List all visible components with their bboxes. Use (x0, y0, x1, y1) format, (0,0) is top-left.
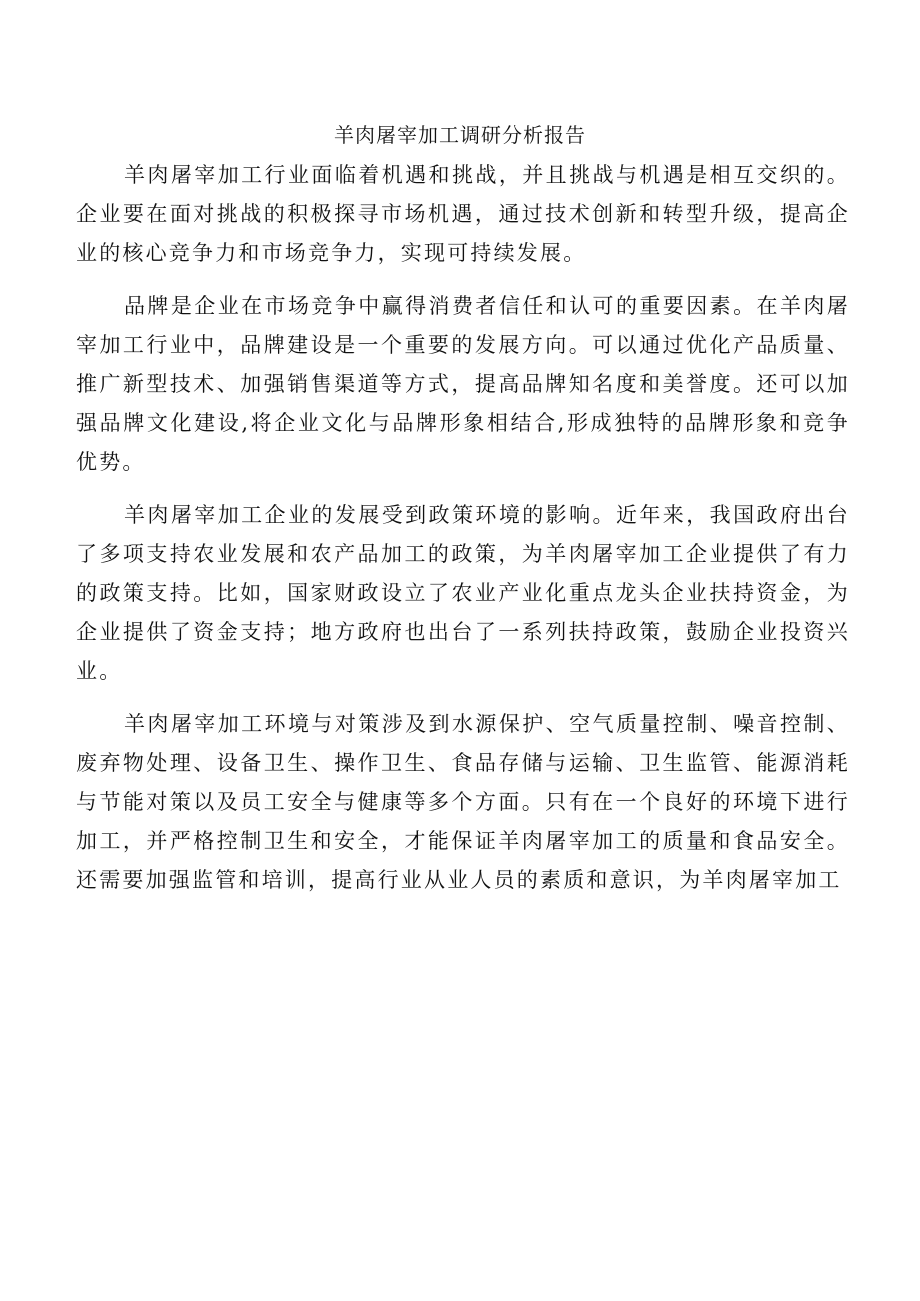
paragraph-brand-building: 品牌是企业在市场竞争中赢得消费者信任和认可的重要因素。在羊肉屠宰加工行业中，品牌建设是一个重要的发展方向。可以通过优化产品质量、推广新型技术、加强销售渠道等方式，提高品牌知名度和美誉度。还可以加强品牌文化建设,将企业文化与品牌形象相结合,形成独特的品牌形象和竞争优势。 (76, 294, 850, 474)
paragraph-market-opportunity: 羊肉屠宰加工行业面临着机遇和挑战，并且挑战与机遇是相互交织的。企业要在面对挑战的积极探寻市场机遇，通过技术创新和转型升级，提高企业的核心竞争力和市场竞争力，实现可持续发展。 (76, 163, 850, 265)
document-body (76, 156, 850, 914)
document-title: 羊肉屠宰加工调研分析报告 (334, 123, 586, 147)
paragraph-environment-measures: 羊肉屠宰加工环境与对策涉及到水源保护、空气质量控制、噪音控制、废弃物处理、设备卫生、操作卫生、食品存储与运输、卫生监管、能源消耗与节能对策以及员工安全与健康等多个方面。只有在一个良好的环境下进行加工，并严格控制卫生和安全，才能保证羊肉屠宰加工的质量和食品安全。还需要加强监管和培训，提高行业从业人员的素质和意识，为羊肉屠宰加工 (76, 712, 850, 892)
paragraph-policy-environment: 羊肉屠宰加工企业的发展受到政策环境的影响。近年来，我国政府出台了多项支持农业发展和农产品加工的政策，为羊肉屠宰加工企业提供了有力的政策支持。比如，国家财政设立了农业产业化重点龙头企业扶持资金，为企业提供了资金支持；地方政府也出台了一系列扶持政策，鼓励企业投资兴业。 (76, 503, 850, 683)
